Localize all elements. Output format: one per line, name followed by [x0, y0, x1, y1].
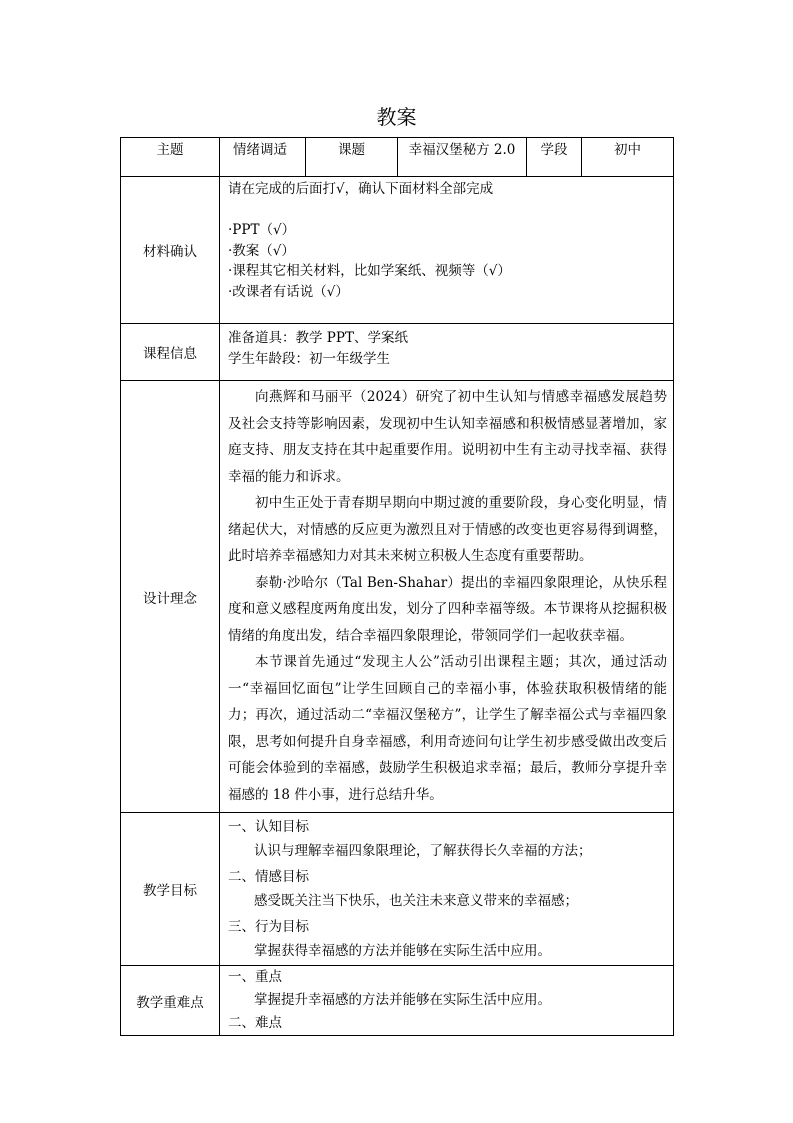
key-points-row [121, 966, 674, 1036]
objective-heading: 三、行为目标 [228, 919, 309, 935]
objective-detail: 感受既关注当下快乐，也关注未来意义带来的幸福感； [254, 893, 578, 909]
materials-label: 材料确认 [121, 177, 220, 324]
key-point-heading: 一、重点 [228, 969, 282, 985]
materials-row [121, 177, 674, 324]
stage-value: 初中 [582, 138, 674, 177]
course-info-line: 准备道具：教学 PPT、学案纸 [228, 330, 408, 346]
objectives-row [121, 813, 674, 966]
lesson-value: 幸福汉堡秘方 2.0 [398, 138, 527, 177]
materials-intro: 请在完成的后面打√，确认下面材料全部完成 [228, 181, 494, 197]
lesson-label: 课题 [306, 138, 398, 177]
design-paragraph: 泰勒·沙哈尔（Tal Ben-Shahar）提出的幸福四象限理论，从快乐程度和意义感程度两角度出发，划分了四种幸福等级。本节课将从挖掘积极情绪的角度出发，结合幸福四象限理论，带领同学们一起收获幸福。 [228, 574, 667, 644]
course-info-row [121, 324, 674, 381]
key-points-content [220, 966, 674, 1036]
materials-item: ·教案（√） [228, 242, 295, 259]
objectives-content [220, 813, 674, 966]
design-paragraph: 向燕辉和马丽平（2024）研究了初中生认知与情感幸福感发展趋势及社会支持等影响因素，发现初中生认知幸福感和积极情感显著增加，家庭支持、朋友支持在其中起重要作用。说明初中生有主动寻找幸福、获得幸福的能力和诉求。 [228, 389, 667, 485]
objective-detail: 认识与理解幸福四象限理论，了解获得长久幸福的方法； [254, 843, 592, 859]
stage-label: 学段 [527, 138, 582, 177]
materials-item: ·PPT（√） [228, 222, 296, 238]
header-row [121, 138, 674, 177]
course-info-content [220, 324, 674, 381]
topic-value: 情绪调适 [220, 138, 306, 177]
page-title: 教案 [376, 105, 417, 129]
topic-label: 主题 [121, 138, 220, 177]
lesson-plan-table [120, 137, 674, 1036]
materials-item: ·课程其它相关材料，比如学案纸、视频等（√） [228, 263, 511, 279]
materials-item: ·改课者有话说（√） [228, 283, 349, 300]
course-info-label: 课程信息 [121, 324, 220, 381]
design-label: 设计理念 [121, 381, 220, 813]
course-info-line: 学生年龄段：初一年级学生 [228, 350, 390, 367]
key-point-detail: 掌握提升幸福感的方法并能够在实际生活中应用。 [254, 992, 551, 1008]
objective-detail: 掌握获得幸福感的方法并能够在实际生活中应用。 [254, 943, 551, 959]
design-row [121, 381, 674, 813]
objective-heading: 一、认知目标 [228, 819, 309, 835]
design-paragraph: 本节课首先通过“发现主人公”活动引出课程主题；其次，通过活动一“幸福回忆面包”让学生回顾自己的幸福小事，体验获取积极情绪的能力；再次，通过活动二“幸福汉堡秘方”，让学生了解幸福公式与幸福四象限，思考如何提升自身幸福感，利用奇迹问句让学生初步感受做出改变后可能会体验到的幸福感，鼓励学生积极追求幸福；最后，教师分享提升幸福感的 18 件小事，进行总结升华。 [228, 654, 667, 803]
design-paragraph: 初中生正处于青春期早期向中期过渡的重要阶段，身心变化明显，情绪起伏大，对情感的反应更为激烈且对于情感的改变也更容易得到调整，此时培养幸福感知力对其未来树立积极人生态度有重要帮助。 [228, 495, 667, 564]
key-point-heading: 二、难点 [228, 1015, 282, 1031]
objective-heading: 二、情感目标 [228, 869, 309, 885]
objectives-label: 教学目标 [121, 813, 220, 966]
design-content [220, 381, 674, 813]
key-points-label: 教学重难点 [121, 966, 220, 1036]
materials-content [220, 177, 674, 324]
